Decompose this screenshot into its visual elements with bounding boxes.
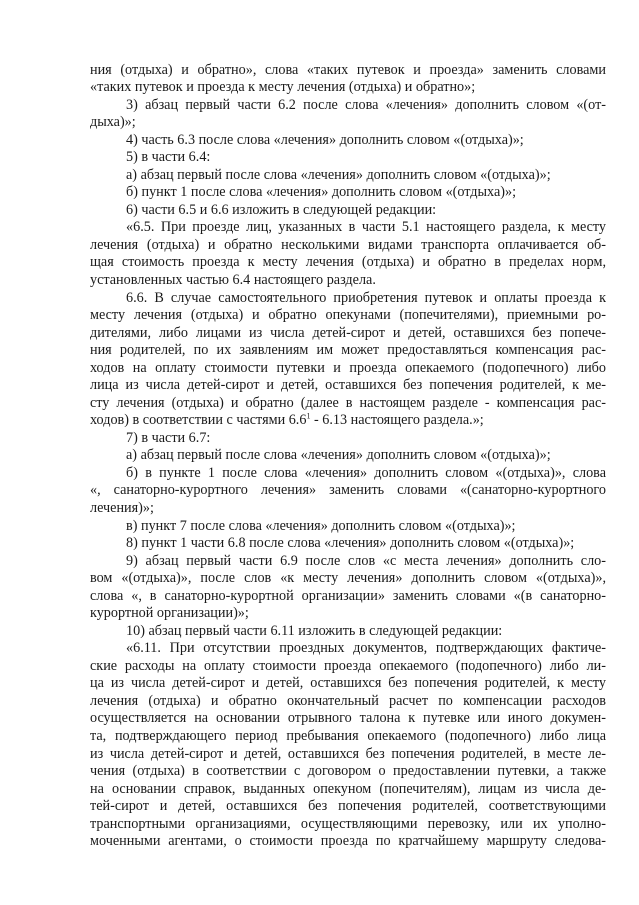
text-line: лица из числа детей-сирот и детей, оставшихся без попечения родителей, к ме-	[90, 377, 606, 393]
text-line: вом «(отдыха)», после слов «к месту лечения» дополнить словом «(отдыха)»,	[90, 570, 606, 586]
text-line: 6.6. В случае самостоятельного приобретения путевок и оплаты проезда к	[126, 290, 606, 306]
text-line: сту лечения (отдыха) и обратно (далее в настоящем разделе - компенсация рас-	[90, 395, 606, 411]
text-line: осуществляется на основании отрывного талона к путевке или иного докумен-	[90, 710, 606, 726]
text-line: моченными агентами, о стоимости проезда по кратчайшему маршруту следова-	[90, 833, 606, 849]
text-line: ния родителей, по их заявлениям им может предоставляться компенсация рас-	[90, 342, 606, 358]
text-line: дыха)»;	[90, 114, 136, 130]
text-line: из числа детей-сирот и детей, оставшихся без попечения родителей, в месте ле-	[90, 746, 606, 762]
text-line: 5) в части 6.4:	[126, 149, 211, 165]
text-line: «6.11. При отсутствии проездных документов, подтверждающих фактиче-	[126, 640, 606, 656]
text-line: ходов на оплату стоимости путевки и проезда опекаемого (подопечного) либо	[90, 360, 606, 376]
text-line: ния (отдыха) и обратно», слова «таких путевок и проезда» заменить словами	[90, 62, 606, 78]
text-line: курортной организации)»;	[90, 605, 249, 621]
text-line: месту лечения (отдыха) и обратно опекунами (попечителями), приемными ро-	[90, 307, 606, 323]
text-fragment: - 6.13 настоящего раздела.»;	[310, 412, 484, 428]
text-line: на основании справок, выданных опекуном (попечителям), лицам из числа де-	[90, 781, 606, 797]
text-line: а) абзац первый после слова «лечения» дополнить словом «(отдыха)»;	[126, 167, 551, 183]
text-line: слова «, в санаторно-курортной организации» заменить словами «(в санаторно-	[90, 588, 606, 604]
text-line: «, санаторно-курортного лечения» заменить словами «(санаторно-курортного	[90, 482, 606, 498]
text-line: та, подтверждающего период пребывания опекаемого (подопечного) либо лица	[90, 728, 606, 744]
text-line: транспортными организациями, осуществляющими перевозку, или их уполно-	[90, 816, 606, 832]
text-line: установленных частью 6.4 настоящего раздела.	[90, 272, 376, 288]
text-line: лечения (отдыха) и обратно окончательный расчет по компенсации расходов	[90, 693, 606, 709]
text-line: ские расходы на оплату стоимости проезда опекаемого (подопечного) либо ли-	[90, 658, 606, 674]
text-line: «6.5. При проезде лиц, указанных в части 5.1 настоящего раздела, к месту	[126, 219, 606, 235]
text-line: 4) часть 6.3 после слова «лечения» дополнить словом «(отдыха)»;	[126, 132, 524, 148]
text-line: б) в пункте 1 после слова «лечения» дополнить словом «(отдыха)», слова	[126, 465, 606, 481]
text-fragment: ходов) в соответствии с частями 6.6	[90, 412, 307, 428]
text-line: 6) части 6.5 и 6.6 изложить в следующей редакции:	[126, 202, 437, 218]
text-line: б) пункт 1 после слова «лечения» дополнить словом «(отдыха)»;	[126, 184, 517, 200]
text-line: «таких путевок и проезда к месту лечения (отдыха) и обратно»;	[90, 79, 476, 95]
text-line: 10) абзац первый части 6.11 изложить в следующей редакции:	[126, 623, 503, 639]
text-line: дителями, либо лицами из числа детей-сирот и детей, оставшихся без попече-	[90, 325, 606, 341]
text-line: щая стоимость проезда к месту лечения (отдыха) и обратно в пределах норм,	[90, 254, 606, 270]
text-line: лечения (отдыха) и обратно несколькими видами транспорта оплачивается об-	[90, 237, 606, 253]
text-line: чения (отдыха) в соответствии с договором о предоставлении путевки, а также	[90, 763, 606, 779]
text-line: а) абзац первый после слова «лечения» дополнить словом «(отдыха)»;	[126, 447, 551, 463]
text-line: тей-сирот и детей, оставшихся без попечения родителей, соответствующими	[90, 798, 606, 814]
text-line: ца из числа детей-сирот и детей, оставшихся без попечения родителей, к месту	[90, 675, 606, 691]
superscript: 1	[306, 412, 311, 421]
text-line: лечения)»;	[90, 500, 154, 516]
text-line: 7) в части 6.7:	[126, 430, 211, 446]
text-line: 3) абзац первый части 6.2 после слова «лечения» дополнить словом «(от-	[126, 97, 606, 113]
text-line: 9) абзац первый части 6.9 после слов «с места лечения» дополнить сло-	[126, 553, 606, 569]
text-line: 8) пункт 1 части 6.8 после слова «лечения» дополнить словом «(отдыха)»;	[126, 535, 575, 551]
text-line: в) пункт 7 после слова «лечения» дополнить словом «(отдыха)»;	[126, 518, 516, 534]
text-line	[90, 412, 606, 428]
